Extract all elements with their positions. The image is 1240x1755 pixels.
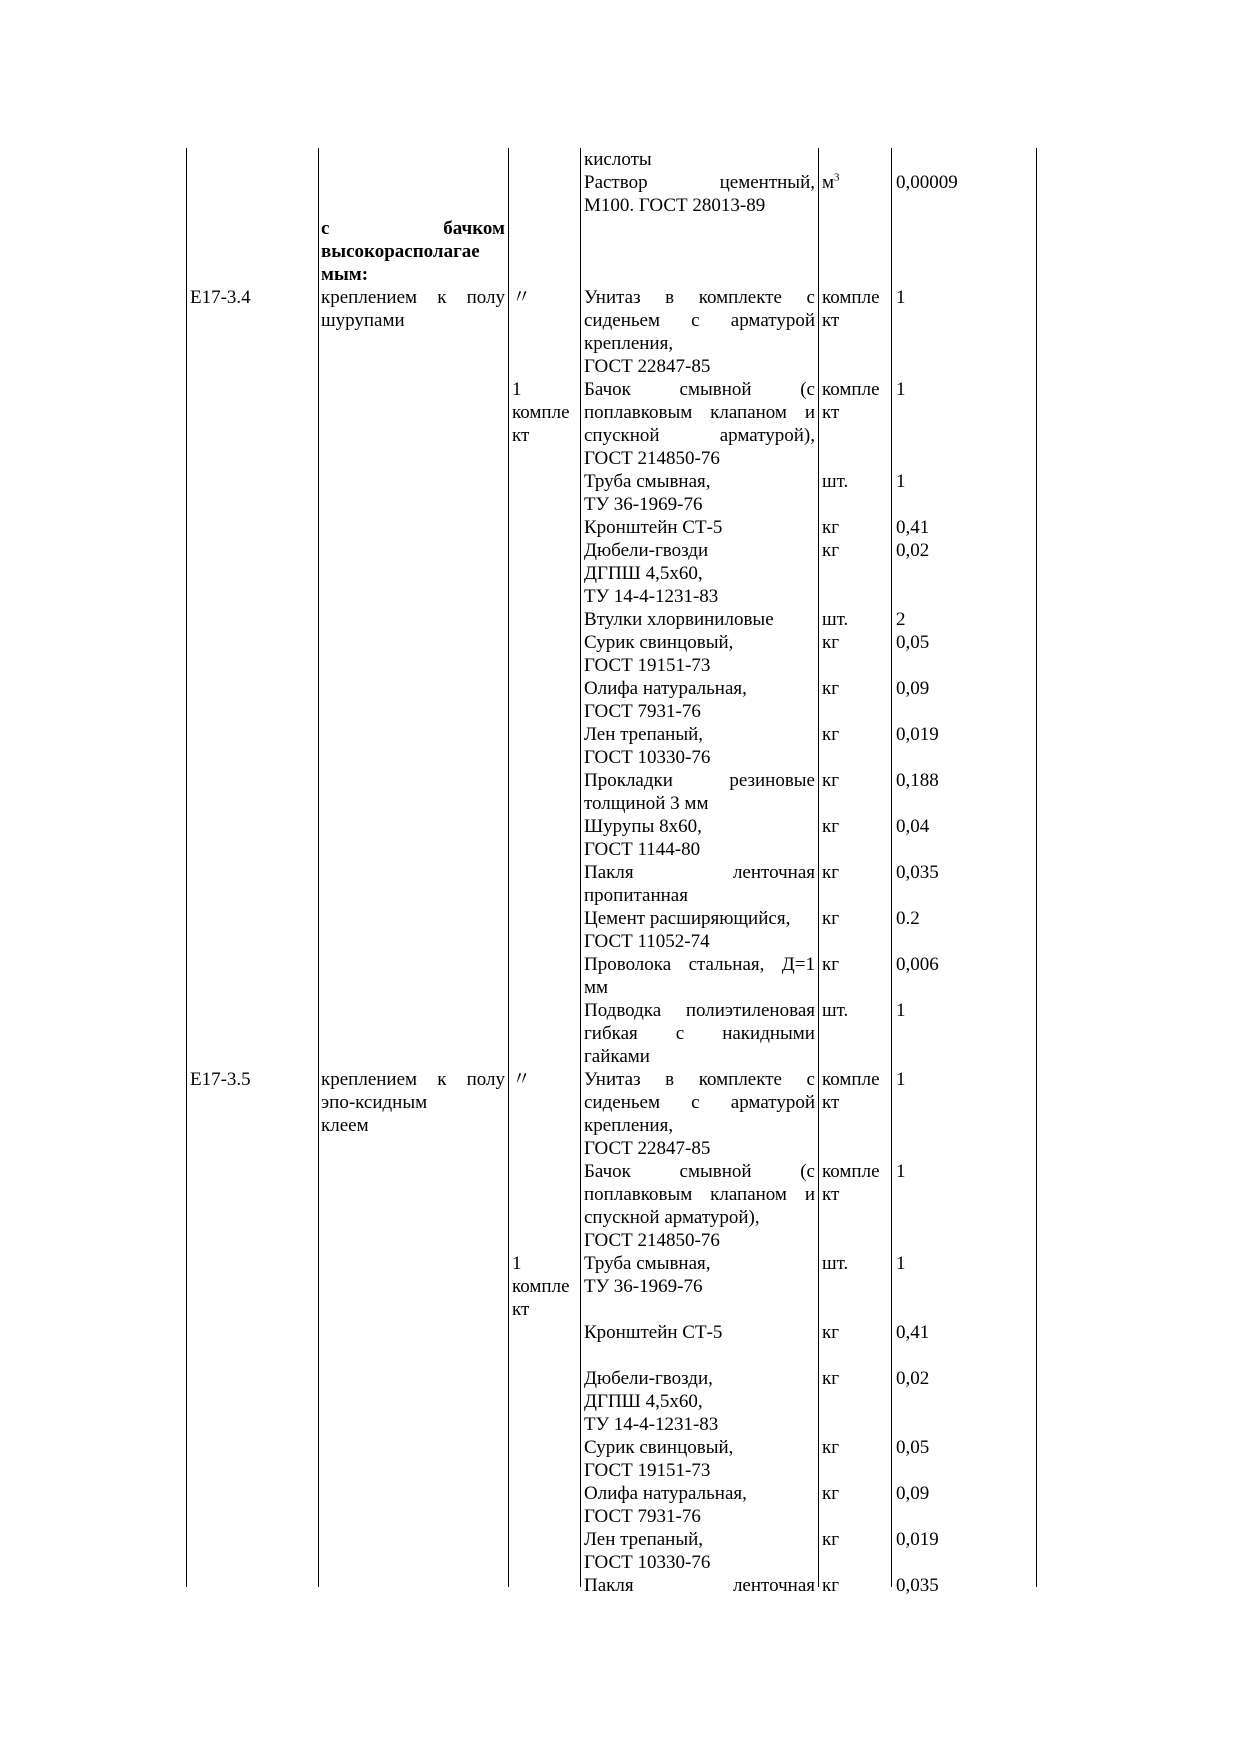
quantity-cell: 0,41 — [896, 517, 930, 538]
work-name: шурупами — [321, 310, 405, 331]
ditto-mark: 〃 — [512, 287, 532, 308]
resource-text: ТУ 14-4-1231-83 — [584, 1414, 719, 1435]
unit-cell: $м^3$ — [822, 171, 840, 193]
quantity-cell: 0,09 — [896, 678, 930, 699]
resource-text: Дюбели-гвозди, — [584, 1368, 713, 1389]
norm-code: Е17-3.5 — [190, 1069, 251, 1090]
resource-text: пропитанная — [584, 885, 688, 906]
unit-cell: кг — [822, 540, 840, 561]
resource-text: Лен трепаный, — [584, 1529, 704, 1550]
resource-text: гайками — [584, 1046, 650, 1067]
resource-text: Дюбели-гвозди — [584, 540, 709, 561]
unit-cell: компле — [822, 1161, 880, 1182]
quantity-cell: 0,02 — [896, 1368, 930, 1389]
resource-text: Пакля ленточная — [584, 862, 815, 883]
group-header: с бачком — [321, 218, 505, 239]
unit-cell: кг — [822, 1368, 840, 1389]
column-divider-name — [508, 148, 509, 1587]
resource-text: ДГПШ 4,5х60, — [584, 563, 703, 584]
quantity-cell: 0,188 — [896, 770, 939, 791]
unit-cell: компле — [822, 1069, 880, 1090]
work-name: клеем — [321, 1115, 369, 1136]
table-border-right — [1036, 148, 1037, 1587]
quantity-cell: 0,04 — [896, 816, 930, 837]
unit-cell: кг — [822, 678, 840, 699]
quantity-cell: 1 — [896, 287, 906, 308]
quantity-cell: 0,09 — [896, 1483, 930, 1504]
work-name: креплением к полу — [321, 287, 505, 308]
quantity-cell: 0,05 — [896, 1437, 930, 1458]
unit-cell: кг — [822, 1322, 840, 1343]
resource-text: ГОСТ 22847-85 — [584, 356, 711, 377]
column-divider-code — [318, 148, 319, 1587]
resource-text: гибкая с накидными — [584, 1023, 815, 1044]
quantity-cell: 0,019 — [896, 724, 939, 745]
resource-text: Олифа натуральная, — [584, 1483, 747, 1504]
resource-text: ГОСТ 22847-85 — [584, 1138, 711, 1159]
unit-cell: кт — [822, 1184, 840, 1205]
resource-text: Труба смывная, — [584, 1253, 711, 1274]
unit-cell: кг — [822, 1437, 840, 1458]
unit-cell: кг — [822, 908, 840, 929]
column-divider-resource — [818, 148, 819, 1587]
resource-text: Лен трепаный, — [584, 724, 704, 745]
quantity-cell: 1 — [896, 1000, 906, 1021]
resource-text: ГОСТ 19151-73 — [584, 1460, 711, 1481]
unit-cell: компле — [822, 379, 880, 400]
unit-cell: компле — [822, 287, 880, 308]
resource-text: Втулки хлорвиниловые — [584, 609, 774, 630]
resource-text: Проволока стальная, Д=1 — [584, 954, 815, 975]
resource-text: поплавковым клапаном и — [584, 402, 815, 423]
resource-text: кислоты — [584, 149, 652, 170]
kit-count: кт — [512, 425, 530, 446]
resource-text: Подводка полиэтиленовая — [584, 1000, 815, 1021]
kit-count: компле — [512, 402, 570, 423]
quantity-cell: 0,019 — [896, 1529, 939, 1550]
resource-text: крепления, — [584, 333, 674, 354]
resource-text: крепления, — [584, 1115, 674, 1136]
resource-text: ГОСТ 11052-74 — [584, 931, 710, 952]
quantity-cell: 0,05 — [896, 632, 930, 653]
kit-count: 1 — [512, 379, 522, 400]
ditto-mark: 〃 — [512, 1069, 532, 1090]
quantity-cell: 0,41 — [896, 1322, 930, 1343]
unit-cell: шт. — [822, 1000, 849, 1021]
resource-text: Раствор цементный, — [584, 172, 815, 193]
unit-cell: кг — [822, 1575, 840, 1596]
unit-cell: кт — [822, 402, 840, 423]
resource-text: ДГПШ 4,5х60, — [584, 1391, 703, 1412]
resource-text: ГОСТ 19151-73 — [584, 655, 711, 676]
group-header: высокорасполагае — [321, 241, 480, 262]
unit-cell: кт — [822, 310, 840, 331]
unit-cell: шт. — [822, 609, 849, 630]
work-name: креплением к полу — [321, 1069, 505, 1090]
quantity-cell: 0.2 — [896, 908, 920, 929]
unit-cell: кг — [822, 816, 840, 837]
column-divider-count — [580, 148, 581, 1587]
quantity-cell: 0,00009 — [896, 172, 958, 193]
unit-cell: кг — [822, 724, 840, 745]
quantity-cell: 1 — [896, 1161, 906, 1182]
resource-text: Прокладки резиновые — [584, 770, 815, 791]
resource-text: Сурик свинцовый, — [584, 1437, 734, 1458]
unit-cell: кг — [822, 954, 840, 975]
resource-text: Сурик свинцовый, — [584, 632, 734, 653]
resource-text: Бачок смывной (с — [584, 1161, 815, 1182]
work-name: эпо-ксидным — [321, 1092, 428, 1113]
resource-text: ТУ 36-1969-76 — [584, 1276, 703, 1297]
kit-count: 1 — [512, 1253, 522, 1274]
unit-cell: кг — [822, 1529, 840, 1550]
unit-cell: кг — [822, 1483, 840, 1504]
resource-text: поплавковым клапаном и — [584, 1184, 815, 1205]
group-header: мым: — [321, 264, 369, 285]
resource-text: ГОСТ 1144-80 — [584, 839, 701, 860]
resource-text: Кронштейн СТ-5 — [584, 517, 723, 538]
resource-text: ГОСТ 214850-76 — [584, 448, 720, 469]
resource-text: М100. ГОСТ 28013-89 — [584, 195, 766, 216]
unit-cell: кг — [822, 517, 840, 538]
resource-text: сиденьем с арматурой — [584, 1092, 815, 1113]
quantity-cell: 1 — [896, 471, 906, 492]
norm-code: Е17-3.4 — [190, 287, 251, 308]
unit-cell: кг — [822, 862, 840, 883]
unit-cell: шт. — [822, 471, 849, 492]
resource-text: Олифа натуральная, — [584, 678, 747, 699]
resource-text: толщиной 3 мм — [584, 793, 709, 814]
kit-count: компле — [512, 1276, 570, 1297]
resource-text: Труба смывная, — [584, 471, 711, 492]
resource-text: ГОСТ 7931-76 — [584, 1506, 701, 1527]
table-border-left — [186, 148, 187, 1587]
quantity-cell: 2 — [896, 609, 906, 630]
column-divider-unit — [891, 148, 892, 1587]
resource-text: Шурупы 8х60, — [584, 816, 702, 837]
resource-text: сиденьем с арматурой — [584, 310, 815, 331]
resource-text: Унитаз в комплекте с — [584, 287, 815, 308]
resource-text: Цемент расширяющийся, — [584, 908, 791, 929]
kit-count: кт — [512, 1299, 530, 1320]
resource-text: ТУ 36-1969-76 — [584, 494, 703, 515]
quantity-cell: 0,035 — [896, 862, 939, 883]
resource-text: ГОСТ 10330-76 — [584, 747, 711, 768]
quantity-cell: 1 — [896, 379, 906, 400]
quantity-cell: 0,035 — [896, 1575, 939, 1596]
resource-text: ГОСТ 214850-76 — [584, 1230, 720, 1251]
unit-cell: кт — [822, 1092, 840, 1113]
resource-text: ГОСТ 10330-76 — [584, 1552, 711, 1573]
unit-cell: кг — [822, 770, 840, 791]
quantity-cell: 0,02 — [896, 540, 930, 561]
resource-text: Унитаз в комплекте с — [584, 1069, 815, 1090]
unit-cell: шт. — [822, 1253, 849, 1274]
resource-text: Кронштейн СТ-5 — [584, 1322, 723, 1343]
resource-text: ТУ 14-4-1231-83 — [584, 586, 719, 607]
resource-text: Пакля ленточная — [584, 1575, 815, 1596]
quantity-cell: 1 — [896, 1253, 906, 1274]
resource-text: ГОСТ 7931-76 — [584, 701, 701, 722]
unit-cell: кг — [822, 632, 840, 653]
resource-text: мм — [584, 977, 609, 998]
resource-text: спускной арматурой), — [584, 1207, 760, 1228]
resource-text: Бачок смывной (с — [584, 379, 815, 400]
quantity-cell: 1 — [896, 1069, 906, 1090]
quantity-cell: 0,006 — [896, 954, 939, 975]
resource-text: спускной арматурой), — [584, 425, 815, 446]
